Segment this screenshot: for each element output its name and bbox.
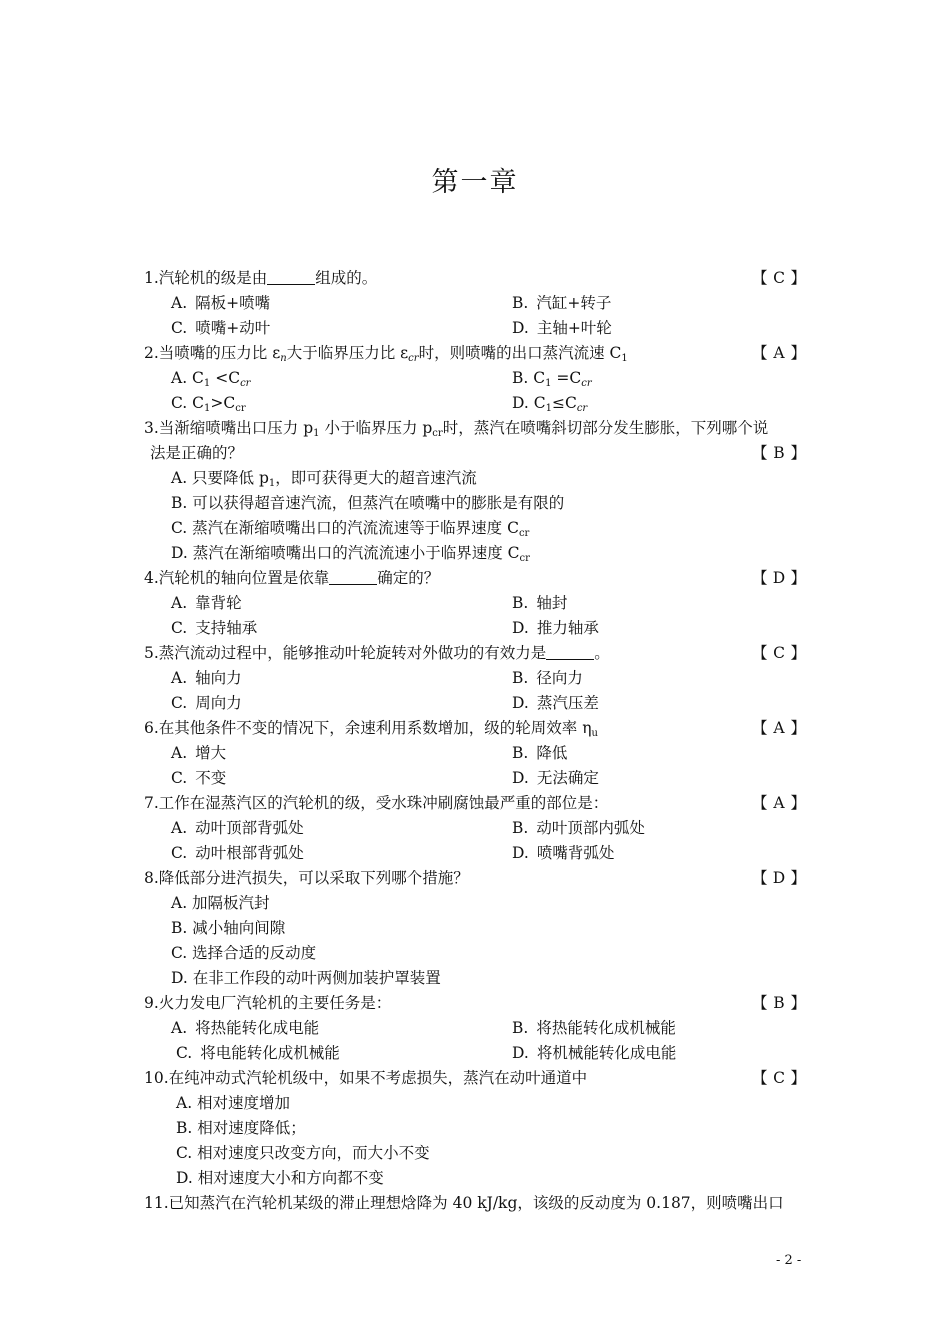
question-4-answer: 【 D 】: [752, 569, 806, 587]
question-4-stem: 4.汽轮机的轴向位置是依靠 确定的？: [144, 569, 440, 587]
option-5a: A. 轴向力: [171, 669, 242, 687]
option-2d: D. $C_1\le C_{cr}$: [512, 394, 588, 414]
option-1a: A. 隔板+喷嘴: [171, 294, 271, 312]
option-10b: B. 相对速度降低；: [176, 1119, 306, 1137]
option-3d: D. 蒸汽在渐缩喷嘴出口的汽流流速小于临界速度 $C_{cr}$: [171, 544, 530, 564]
option-9b: B. 将热能转化成机械能: [512, 1019, 676, 1037]
option-6a: A. 增大: [171, 744, 227, 762]
fill-blank: [329, 570, 377, 585]
option-10c: C. 相对速度只改变方向，而大小不变: [176, 1144, 430, 1162]
fill-blank: [267, 270, 315, 285]
question-11-stem: 11.已知蒸汽在汽轮机某级的滞止理想焓降为 40 kJ/kg，该级的反动度为 0.187，则喷嘴出口: [144, 1194, 784, 1212]
option-4d: D. 推力轴承: [512, 619, 599, 637]
question-8-answer: 【 D 】: [752, 869, 806, 887]
option-6d: D. 无法确定: [512, 769, 599, 787]
option-7c: C. 动叶根部背弧处: [171, 844, 304, 862]
question-9-answer: 【 B 】: [752, 994, 806, 1012]
option-5b: B. 径向力: [512, 669, 583, 687]
question-10-answer: 【 C 】: [752, 1069, 806, 1087]
option-6b: B. 降低: [512, 744, 568, 762]
fill-blank: [546, 645, 594, 660]
option-2a: A. $C_1 <C_{cr}$: [171, 369, 251, 389]
option-7a: A. 动叶顶部背弧处: [171, 819, 304, 837]
option-9d: D. 将机械能转化成电能: [512, 1044, 677, 1062]
question-6-answer: 【 A 】: [752, 719, 806, 737]
option-3b: B. 可以获得超音速汽流，但蒸汽在喷嘴中的膨胀是有限的: [171, 494, 565, 512]
question-7-stem: 7.工作在湿蒸汽区的汽轮机的级，受水珠冲刷腐蚀最严重的部位是：: [144, 794, 609, 812]
question-2-answer: 【 A 】: [752, 344, 806, 362]
option-2b: B. $C_1 =C_{cr}$: [512, 369, 592, 389]
question-2-stem: 2.当喷嘴的压力比 $\varepsilon_n$大于临界压力比 $\varepsilon_{cr}$时，则喷嘴的出口蒸汽流速 $C_1$: [144, 344, 628, 364]
option-7d: D. 喷嘴背弧处: [512, 844, 615, 862]
question-9-stem: 9.火力发电厂汽轮机的主要任务是：: [144, 994, 392, 1012]
option-6c: C. 不变: [171, 769, 227, 787]
question-5-stem: 5.蒸汽流动过程中，能够推动叶轮旋转对外做功的有效力是 。: [144, 644, 610, 662]
option-1c: C. 喷嘴+动叶: [171, 319, 271, 337]
question-6-stem: 6.在其他条件不变的情况下，余速利用系数增加，级的轮周效率 $\eta_u$: [144, 719, 598, 739]
option-5c: C. 周向力: [171, 694, 242, 712]
option-8a: A. 加隔板汽封: [171, 894, 270, 912]
option-3c: C. 蒸汽在渐缩喷嘴出口的汽流流速等于临界速度 $C_{cr}$: [171, 519, 530, 539]
question-7-answer: 【 A 】: [752, 794, 806, 812]
question-10-stem: 10.在纯冲动式汽轮机级中，如果不考虑损失，蒸汽在动叶通道中: [144, 1069, 588, 1087]
option-8c: C. 选择合适的反动度: [171, 944, 317, 962]
option-5d: D. 蒸汽压差: [512, 694, 599, 712]
question-8-stem: 8.降低部分进汽损失，可以采取下列哪个措施？: [144, 869, 469, 887]
question-1-stem: 1.汽轮机的级是由 组成的。: [144, 269, 378, 287]
option-4a: A. 靠背轮: [171, 594, 242, 612]
option-10a: A. 相对速度增加: [176, 1094, 291, 1112]
option-4b: B. 轴封: [512, 594, 568, 612]
question-1-answer: 【 C 】: [752, 269, 806, 287]
option-4c: C. 支持轴承: [171, 619, 258, 637]
option-2c: C. $C_1>C_{cr}$: [171, 394, 246, 414]
question-3-stem: 3.当渐缩喷嘴出口压力 $p_1$ 小于临界压力 $p_{cr}$时，蒸汽在喷嘴斜切部分发生膨胀，下列哪个说: [144, 419, 769, 439]
question-5-answer: 【 C 】: [752, 644, 806, 662]
option-3a: A. 只要降低 $p_1$，即可获得更大的超音速汽流: [171, 469, 477, 489]
option-8b: B. 减小轴向间隙: [171, 919, 286, 937]
page-number: - 2 -: [776, 1253, 802, 1268]
option-8d: D. 在非工作段的动叶两侧加装护罩装置: [171, 969, 441, 987]
chapter-title: 第一章: [431, 167, 519, 198]
option-9c: C. 将电能转化成机械能: [176, 1044, 340, 1062]
option-9a: A. 将热能转化成电能: [171, 1019, 320, 1037]
option-1d: D. 主轴+叶轮: [512, 319, 612, 337]
option-7b: B. 动叶顶部内弧处: [512, 819, 645, 837]
question-3-stem-cont: 法是正确的？: [150, 444, 244, 462]
question-3-answer: 【 B 】: [752, 444, 806, 462]
option-10d: D. 相对速度大小和方向都不变: [176, 1169, 384, 1187]
option-1b: B. 汽缸+转子: [512, 294, 612, 312]
